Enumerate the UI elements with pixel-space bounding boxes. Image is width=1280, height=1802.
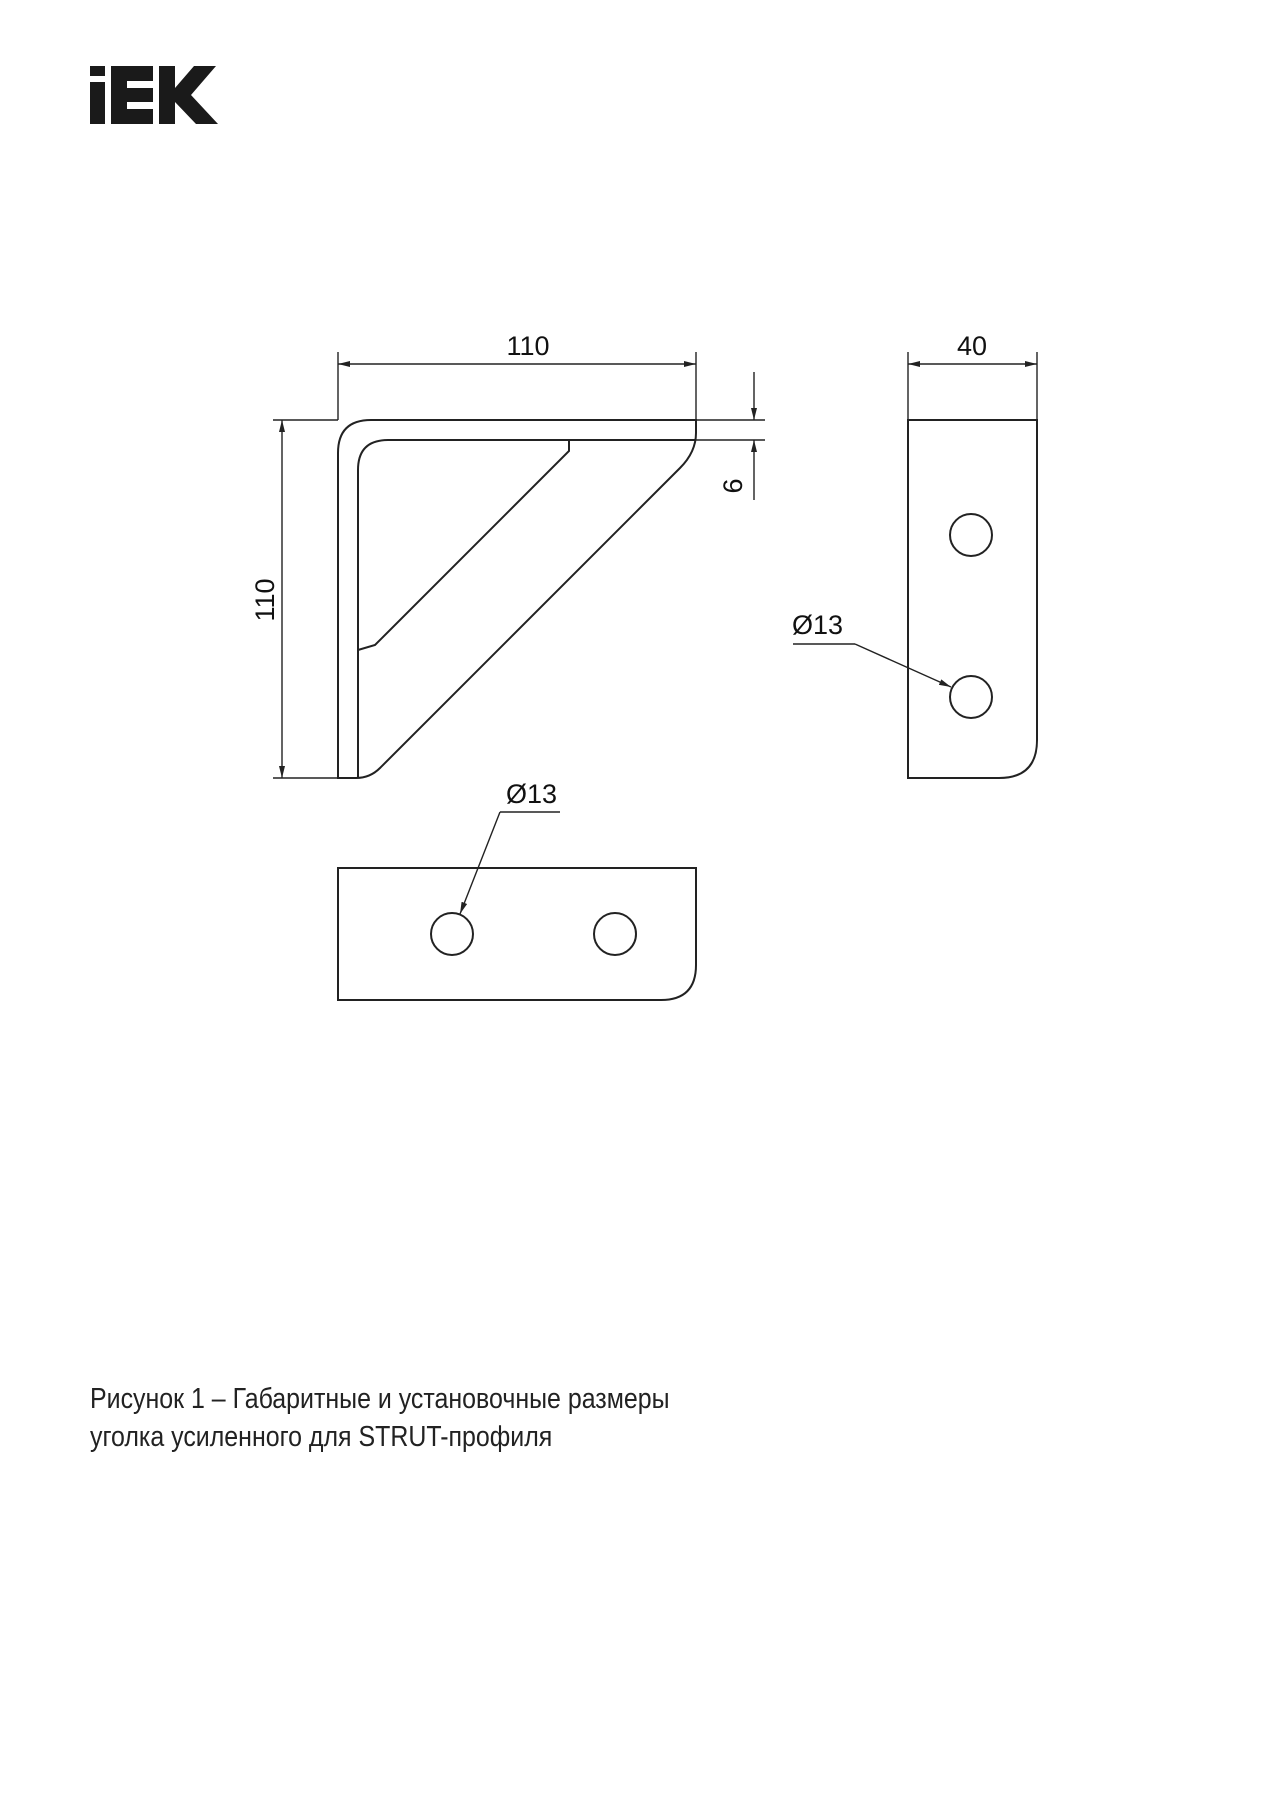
- caption-line-2: уголка усиленного для STRUT-профиля: [90, 1421, 553, 1453]
- dim-left-height-lines: [273, 420, 338, 778]
- caption-line-1: Рисунок 1 – Габаритные и установочные размеры: [90, 1383, 670, 1415]
- bottom-hole-left: [431, 913, 473, 955]
- side-hole-top: [950, 514, 992, 556]
- bottom-view-plate: [338, 868, 696, 1000]
- figure-caption: [90, 1380, 864, 1456]
- dim-side-width-lines: [908, 352, 1037, 420]
- dim-top-width-lines: [338, 352, 696, 420]
- side-hole-bottom: [950, 676, 992, 718]
- dim-top-width: 110: [506, 331, 550, 361]
- dim-hole-bottom: Ø13: [506, 779, 558, 809]
- dim-hole-side: Ø13: [792, 610, 844, 640]
- leader-bottom-hole: [460, 812, 560, 914]
- leader-side-hole: [793, 644, 951, 687]
- front-view-bracket: [338, 420, 696, 778]
- bottom-hole-right: [594, 913, 636, 955]
- dim-thickness: 6: [718, 478, 748, 494]
- dim-side-width: 40: [956, 331, 988, 361]
- dim-left-height: 110: [250, 578, 280, 622]
- side-view-plate: [908, 420, 1037, 778]
